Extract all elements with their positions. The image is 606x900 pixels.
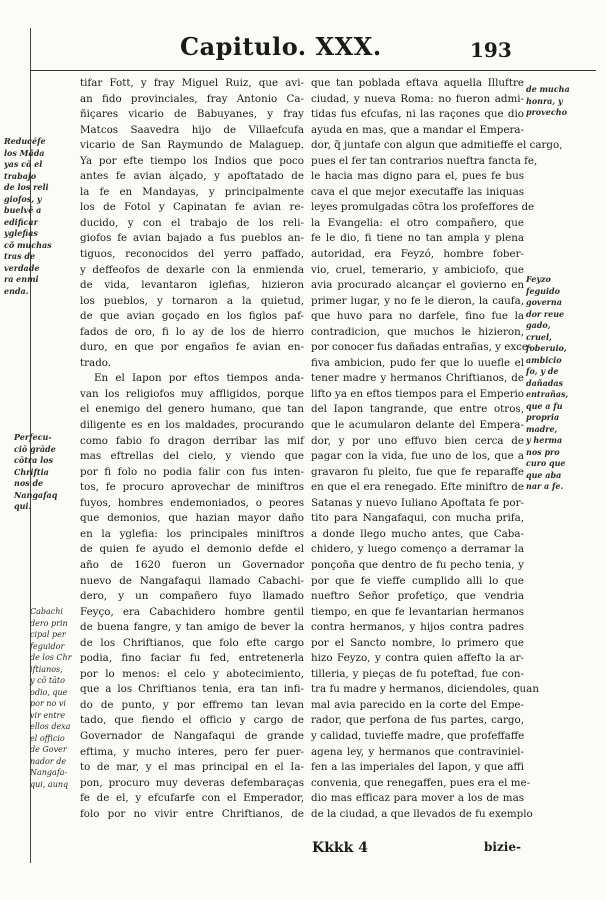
margin-note-line: que aba — [526, 469, 562, 480]
margin-note-line: Nangafaq — [14, 489, 58, 500]
text-line: dio mas efficaz para mover a los de mas — [311, 792, 524, 805]
margin-note-line: foberuio, — [526, 343, 567, 353]
margin-note-line: propria — [526, 412, 560, 422]
margin-note-line: nos de — [14, 478, 44, 488]
margin-note-line: vir entre — [30, 710, 66, 720]
text-line: do de punto, y por effremo tan levan — [80, 698, 304, 711]
margin-note-line: de mucha — [526, 84, 570, 94]
text-line: los pueblos, y tornaron a la quietud, — [80, 294, 304, 307]
text-line: avia procurado alcançar el govierno en — [311, 279, 524, 292]
margin-note-right-1 — [526, 84, 602, 119]
margin-note-line: iftianos, — [30, 664, 63, 674]
text-line: En el Iapon por eftos tiempos anda- — [94, 372, 304, 385]
margin-note-line: y herma — [526, 435, 563, 445]
text-line: nuevo de Nangafaqui llamado Cabachi- — [80, 574, 304, 587]
margin-note-line: qui. — [14, 501, 32, 511]
text-line: ñiçares vicario de Babuyanes, y fray — [80, 108, 304, 121]
margin-note-line: yglefias — [4, 228, 38, 238]
margin-note-line: tras de — [4, 251, 36, 261]
margin-note-line: de Gover — [30, 745, 67, 754]
text-line: y calidad, tuvieffe madre, que profeffaffe — [311, 729, 525, 742]
margin-note-line: Perfecu- — [14, 432, 52, 442]
margin-note-right-2 — [526, 274, 602, 493]
text-line: tra fu madre y hermanos, diciendoles, quan — [311, 683, 539, 696]
text-line: la fe en Mandayas, y principalmente — [80, 185, 304, 198]
text-line: contradicion, que muchos le hizieron, — [311, 325, 524, 338]
text-line: giofos fe avian bajado a fus pueblos an- — [80, 232, 304, 245]
text-line: tiempo, en que fe levantarian hermanos — [311, 605, 524, 618]
text-line: fe le dio, fi tiene no tan ampla y plena — [311, 232, 524, 245]
margin-note-line: dor reue — [526, 308, 565, 319]
text-line: vio, cruel, temerario, y ambiciofo, que — [311, 263, 524, 276]
text-line: que tan poblada eftava aquella Illuftre — [311, 77, 524, 89]
margin-note-line: Feyzo — [526, 274, 551, 284]
text-line: diligente es en los maldades, procurando — [80, 419, 304, 432]
text-line: que a los Chriftianos tenia, era tan infi- — [80, 683, 304, 696]
margin-note-line: ellos dexa — [30, 722, 71, 731]
margin-note-line: qui, aunq — [30, 779, 69, 789]
text-line: convenia, que renegaffen, pues era el me- — [311, 776, 531, 789]
text-line: tos, fe procuro aprovechar de miniftros — [80, 481, 304, 494]
text-line: fiva ambicion, pudo fer que lo uuefle el — [311, 356, 524, 369]
margin-note-line: curo que — [526, 458, 566, 468]
margin-note-line: el officio — [30, 733, 65, 743]
text-line: dor, q̃ juntafe con algun que admitieffe el cargo, — [311, 139, 563, 152]
margin-note-line: feguido — [526, 285, 560, 296]
text-line: por fi folo no podia falir con fus inten- — [80, 465, 304, 478]
text-line: en que el era renegado. Efte miniftro de — [311, 481, 524, 494]
text-line: la Evangelia: el otro compañero, que — [311, 216, 524, 229]
header-rule — [30, 70, 596, 71]
text-line: Governador de Nangafaqui de grande — [80, 729, 304, 742]
text-line: leyes promulgadas cõtra los profeffores de — [311, 201, 535, 214]
text-line: en la yglefia: los principales miniftros — [80, 527, 304, 540]
margin-note-line: nador de — [30, 756, 67, 766]
text-line: to de mar, y el mas principal en el Ia- — [80, 761, 304, 774]
text-line: tidas fus efcufas, ni las raçones que dio — [311, 108, 524, 121]
text-line: eftima, y mucho interes, pero fer puer- — [80, 745, 304, 758]
text-line: pagar con la vida, fue uno de los, que a — [311, 450, 524, 463]
text-line: de que avian goçado en los figlos paf- — [80, 310, 304, 323]
margin-note-line: provecho — [526, 107, 567, 117]
margin-note-line: governa — [526, 297, 562, 307]
text-line: ayuda en mas, que a mandar el Empera- — [311, 123, 524, 136]
margin-note-line: odio, que — [30, 687, 68, 697]
margin-note-line: nos pro — [526, 446, 560, 457]
margin-note-line: por no vi — [30, 699, 66, 708]
text-line: fen a las imperiales del Iapon, y que affi — [311, 761, 524, 774]
margin-note-line: cruel, — [526, 331, 552, 342]
text-line: el enemigo del genero humano, que tan — [80, 403, 304, 416]
text-line: ducido, y con el trabajo de los reli- — [80, 216, 304, 229]
text-line: cava el que mejor executaffe las iniquas — [311, 185, 524, 198]
text-line: ponçoña que dentro de fu pecho tenia, y — [311, 558, 524, 571]
text-line: Feyço, era Cabachidero hombre gentil — [80, 605, 304, 618]
text-line: ciudad, y nueva Roma: no fueron admi- — [311, 92, 524, 105]
text-line: folo por no vivir entre Chriftianos, de — [80, 807, 304, 820]
text-line: año de 1620 fueron un Governador — [80, 558, 304, 571]
text-line: podia, fino faciar fu fed, entretenerla — [80, 652, 304, 665]
text-line: los de Fotol y Capinatan fe avian re- — [80, 201, 304, 214]
text-line: tifar Fott, y fray Miguel Ruiz, que avi- — [80, 77, 304, 89]
margin-note-line: verdade — [4, 262, 40, 273]
text-line: del Iapon tangrande, que entre otros, — [311, 403, 524, 416]
margin-note-line: buelvē a — [4, 205, 42, 215]
text-line: por conocer fus dañadas entrañas, y exce- — [311, 341, 532, 354]
text-line: hizo Feyzo, y contra quien affefto la ar- — [311, 652, 524, 665]
text-line: gravaron fu pleito, fue que fe reparaffe — [311, 465, 524, 478]
margin-note-line: honra, y — [526, 95, 563, 106]
text-line: dero, y un compañero fuyo llamado — [80, 590, 304, 603]
margin-note-line: entrañas, — [526, 389, 569, 399]
margin-note-left-1 — [4, 136, 70, 297]
text-line: mas eftrellas del cielo, y viendo que — [80, 450, 304, 463]
text-line: chidero, y luego començo a derramar la — [311, 543, 524, 556]
text-line: de la ciudad, a que llevados de fu exemplo — [311, 807, 533, 820]
margin-note-line: feguidor — [30, 641, 65, 651]
text-line: autoridad, era Feyzó, hombre fober- — [311, 248, 524, 261]
margin-note-line: Chriftia — [14, 466, 49, 477]
margin-note-line: cipal per — [30, 630, 66, 639]
text-line: Ya por efte tiempo los Indios que poco — [80, 154, 304, 167]
margin-note-line: cõ muchas — [4, 239, 52, 250]
text-line: an fido provinciales, fray Antonio Ca- — [80, 92, 304, 105]
margin-note-line: ra enmi — [4, 274, 39, 284]
text-line: por lo menos: el celo y abotecimiento, — [80, 667, 304, 680]
text-line: trado. — [80, 356, 112, 369]
text-line: le hacia mas digno para el, pues fe bus — [311, 170, 524, 183]
text-line: que huvo para no darfele, fino fue la — [311, 310, 524, 323]
text-line: van los religiofos muy affligidos, porque — [80, 387, 304, 400]
margin-note-line: y cō tāto — [30, 676, 65, 685]
margin-note-left-3 — [30, 606, 78, 790]
text-line: tiguos, reconocidos del yerro paffado, — [80, 248, 304, 261]
text-line: nueftro Señor profetiço, que vendria — [311, 590, 524, 603]
text-line: mal avia parecido en la corte del Empe- — [311, 698, 524, 711]
text-line: tilleria, y pieças de fu poteftad, fue con- — [311, 667, 524, 680]
text-line: fuyos, hombres endemoniados, o peores — [80, 496, 304, 509]
margin-note-line: trabajo — [4, 170, 37, 181]
text-line: contra hermanos, y hijos contra padres — [311, 621, 524, 634]
text-line: lifto ya en eftos tiempos para el Emperio — [311, 387, 524, 400]
signature-mark: Kkkk 4 — [312, 840, 368, 856]
catchword: bizie- — [484, 840, 521, 854]
text-line: primer lugar, y no fe le dieron, la caufa, — [311, 294, 524, 307]
text-line: que le acumularon delante del Empera- — [311, 419, 524, 432]
margin-note-line: de los reli — [4, 182, 49, 192]
text-line: fados de oro, fi lo ay de los de hierro — [80, 325, 304, 338]
page-number: 193 — [470, 38, 512, 62]
text-line: y deffeofos de dexarle con la enmienda — [80, 263, 304, 276]
margin-note-line: ciō grāde — [14, 443, 56, 454]
margin-note-line: dero prin — [30, 618, 68, 628]
text-line: como fabio fo dragon derribar las mif — [80, 434, 304, 447]
text-line: pon, procuro muy deveras defembaraças — [80, 776, 304, 789]
text-line: rador, que perfona de fus partes, cargo, — [311, 714, 524, 727]
text-line: a donde llego mucho antes, que Caba- — [311, 527, 524, 540]
margin-note-line: ambicio — [526, 354, 562, 365]
text-line: dor, y por uno effuvo bien cerca de — [311, 434, 524, 447]
margin-note-line: enda. — [4, 285, 29, 296]
text-line: Matcos Saavedra hijo de Villaefcufa — [80, 123, 304, 136]
text-line: vicario de San Raymundo de Malaguep. — [80, 139, 304, 152]
margin-note-line: gado, — [526, 320, 551, 330]
margin-note-line: dañadas — [526, 377, 564, 388]
chapter-title: Capitulo. XXX. — [180, 32, 382, 61]
margin-note-line: que a fu — [526, 400, 563, 411]
text-column-left — [80, 76, 304, 836]
text-line: por que fe vieffe cumplido alli lo que — [311, 574, 524, 587]
margin-note-line: fo, y de — [526, 366, 559, 376]
text-line: de quien fe ayudo el demonio defde el — [80, 543, 304, 556]
text-line: que demonios, que hazian mayor daño — [80, 512, 304, 525]
margin-note-line: cōtra los — [14, 455, 53, 465]
margin-note-left-2 — [14, 432, 76, 513]
text-line: por el Sancto nombre, lo primero que — [311, 636, 524, 649]
text-line: agena ley, y hermanos que contraviniel- — [311, 745, 524, 758]
text-line: antes fe avian alçado, y apoftatado de — [80, 170, 304, 183]
text-line: Satanas y nuevo Iuliano Apoftata fe por- — [311, 496, 524, 509]
margin-note-line: Reducéfe — [4, 136, 46, 146]
margin-note-line: madre, — [526, 423, 558, 434]
margin-note-line: Nangafa- — [30, 768, 68, 777]
margin-note-line: edificar — [4, 216, 38, 227]
margin-note-line: Cabachi — [30, 607, 63, 616]
text-line: pues el fer tan contrarios nueftra fancta fe, — [311, 154, 538, 167]
text-line: duro, en que por engaños fe avian en- — [80, 341, 304, 354]
text-line: tener madre y hermanos Chriftianos, de — [311, 372, 524, 385]
margin-note-line: yas cō el — [4, 159, 43, 169]
margin-note-line: giofos, y — [4, 193, 42, 204]
margin-note-line: nar a fe. — [526, 481, 564, 491]
text-line: de vida, levantaron iglefias, hizieron — [80, 279, 304, 292]
text-line: fe de el, y efcufarfe con el Emperador, — [80, 792, 304, 805]
text-line: tado, que fiendo el officio y cargo de — [80, 714, 304, 727]
text-line: de buena fangre, y tan amigo de bever la — [80, 621, 304, 634]
text-line: de los Chriftianos, que folo efte cargo — [80, 636, 304, 649]
margin-note-line: los Mãda — [4, 147, 45, 158]
margin-note-line: de los Chr — [30, 653, 72, 662]
text-line: tito para Nangafaqui, con mucha prifa, — [311, 512, 524, 525]
